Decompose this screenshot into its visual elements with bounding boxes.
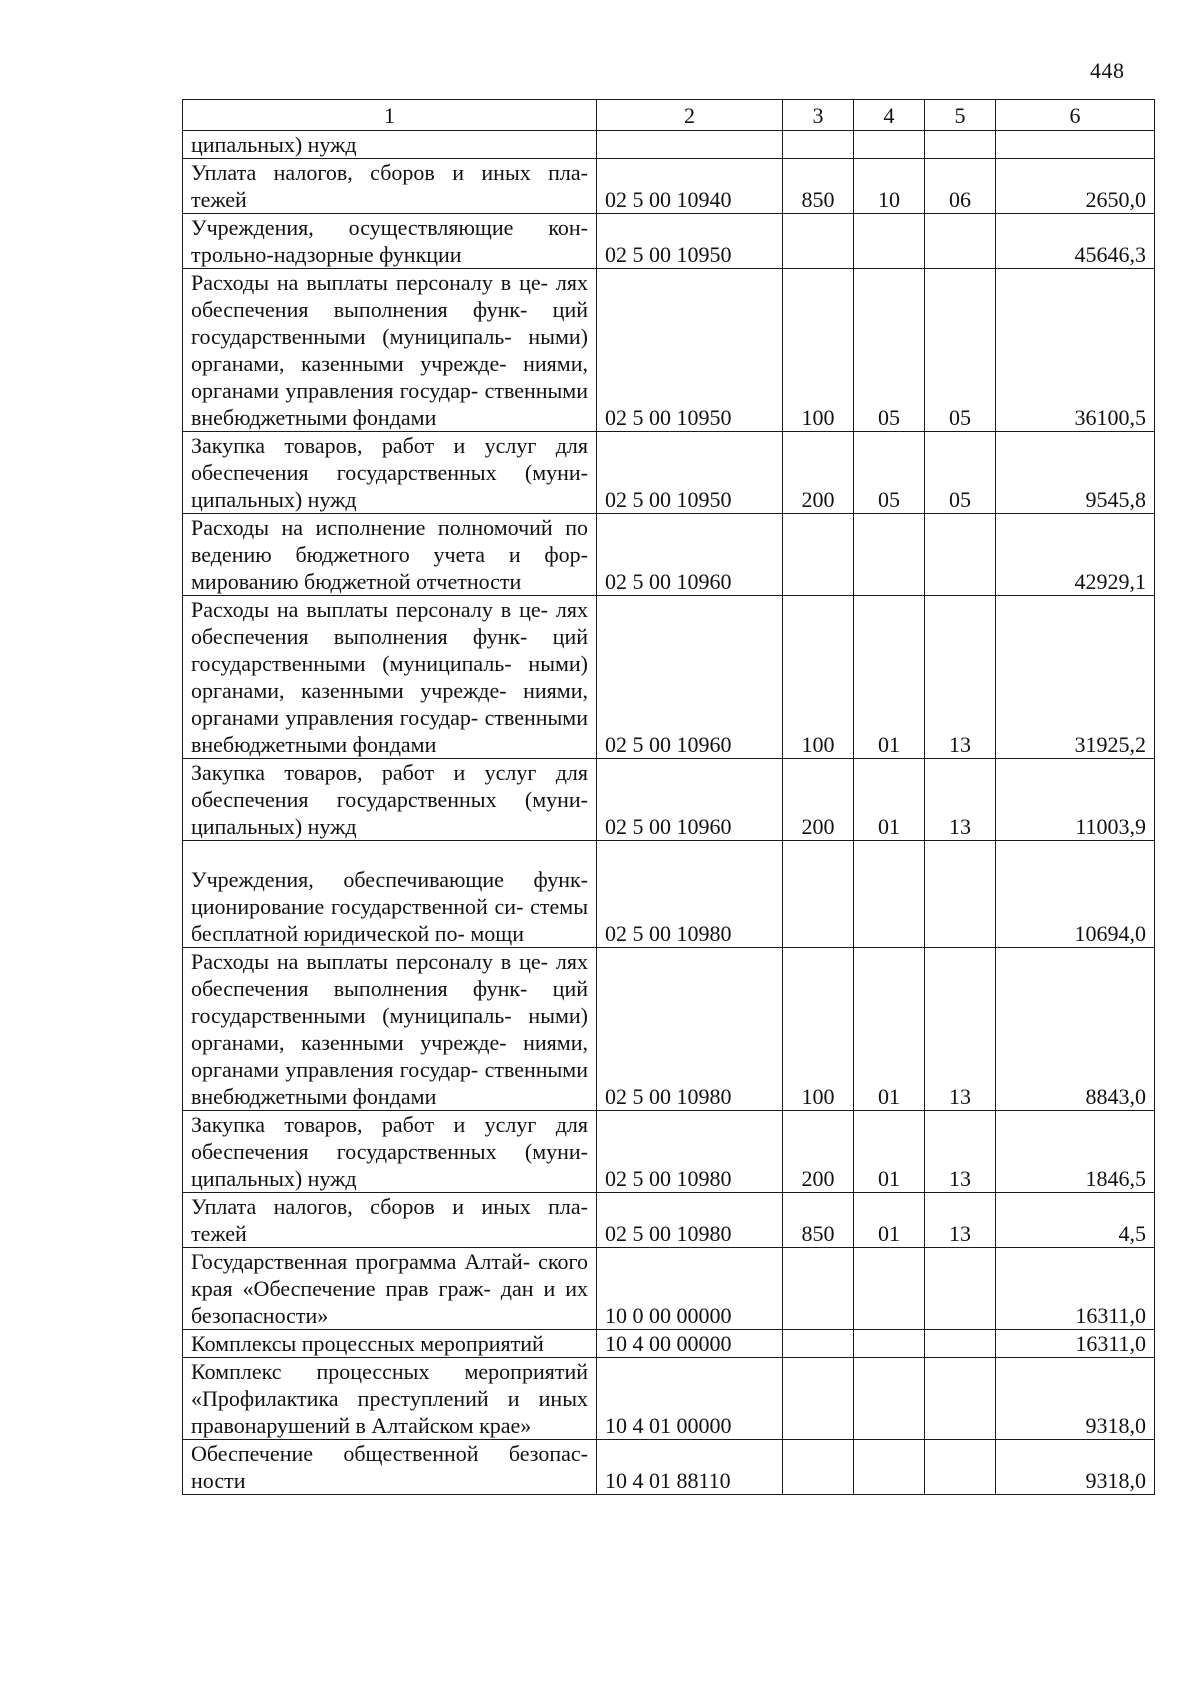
target-code-cell: 02 5 00 10960 <box>597 596 783 759</box>
table-row <box>183 759 1155 841</box>
amount-cell: 9318,0 <box>996 1358 1155 1440</box>
target-code-cell: 02 5 00 10960 <box>597 759 783 841</box>
expense-name-cell: Расходы на исполнение полномочий по ведению бюджетного учета и фор- мированию бюджетной отчетности <box>183 514 597 596</box>
expense-name-cell: Обеспечение общественной безопас- ности <box>183 1440 597 1495</box>
section-cell: 01 <box>854 1111 925 1193</box>
subsection-cell: 06 <box>925 159 996 214</box>
subsection-cell: 05 <box>925 269 996 432</box>
subsection-cell <box>925 1248 996 1330</box>
budget-table <box>182 99 1155 1495</box>
target-code-cell: 02 5 00 10960 <box>597 514 783 596</box>
column-header: 4 <box>854 100 925 131</box>
expense-name-cell: Уплата налогов, сборов и иных пла- тежей <box>183 1193 597 1248</box>
table-row <box>183 1330 1155 1358</box>
expense-type-cell <box>783 841 854 948</box>
section-cell <box>854 1440 925 1495</box>
subsection-cell <box>925 1358 996 1440</box>
amount-cell <box>996 131 1155 159</box>
subsection-cell <box>925 514 996 596</box>
amount-cell: 11003,9 <box>996 759 1155 841</box>
table-row <box>183 841 1155 948</box>
amount-cell: 10694,0 <box>996 841 1155 948</box>
subsection-cell <box>925 131 996 159</box>
expense-name-cell: Учреждения, осуществляющие кон- трольно-надзорные функции <box>183 214 597 269</box>
amount-cell: 42929,1 <box>996 514 1155 596</box>
target-code-cell: 02 5 00 10980 <box>597 1193 783 1248</box>
expense-name-cell: Расходы на выплаты персоналу в це- лях обеспечения выполнения функ- ций государственными (муниципаль- ными) органами, казенными учрежде- ниями, органами управления государ- ственными внебюджетными фондами <box>183 596 597 759</box>
subsection-cell <box>925 1330 996 1358</box>
table-row <box>183 131 1155 159</box>
column-header: 3 <box>783 100 854 131</box>
section-cell: 01 <box>854 596 925 759</box>
expense-type-cell <box>783 1440 854 1495</box>
expense-name-cell: Закупка товаров, работ и услуг для обеспечения государственных (муни- ципальных) нужд <box>183 432 597 514</box>
subsection-cell: 13 <box>925 1193 996 1248</box>
expense-type-cell <box>783 1358 854 1440</box>
section-cell <box>854 841 925 948</box>
subsection-cell: 13 <box>925 1111 996 1193</box>
section-cell: 05 <box>854 269 925 432</box>
expense-type-cell: 100 <box>783 596 854 759</box>
expense-type-cell: 200 <box>783 1111 854 1193</box>
amount-cell: 9545,8 <box>996 432 1155 514</box>
amount-cell: 31925,2 <box>996 596 1155 759</box>
subsection-cell: 13 <box>925 759 996 841</box>
subsection-cell <box>925 214 996 269</box>
expense-type-cell: 200 <box>783 432 854 514</box>
expense-type-cell: 100 <box>783 269 854 432</box>
table-row <box>183 269 1155 432</box>
section-cell <box>854 131 925 159</box>
subsection-cell: 05 <box>925 432 996 514</box>
target-code-cell: 02 5 00 10980 <box>597 1111 783 1193</box>
amount-cell: 45646,3 <box>996 214 1155 269</box>
amount-cell: 36100,5 <box>996 269 1155 432</box>
target-code-cell: 02 5 00 10950 <box>597 269 783 432</box>
table-row <box>183 596 1155 759</box>
expense-type-cell <box>783 1330 854 1358</box>
target-code-cell: 02 5 00 10980 <box>597 948 783 1111</box>
column-header: 2 <box>597 100 783 131</box>
column-header: 1 <box>183 100 597 131</box>
expense-type-cell: 850 <box>783 1193 854 1248</box>
expense-name-cell: Государственная программа Алтай- ского края «Обеспечение прав граж- дан и их безопасности» <box>183 1248 597 1330</box>
table-row <box>183 1193 1155 1248</box>
section-cell <box>854 514 925 596</box>
section-cell: 01 <box>854 759 925 841</box>
expense-type-cell <box>783 214 854 269</box>
subsection-cell: 13 <box>925 596 996 759</box>
section-cell: 01 <box>854 948 925 1111</box>
target-code-cell: 02 5 00 10950 <box>597 214 783 269</box>
header-row <box>183 100 1155 131</box>
target-code-cell: 10 4 01 00000 <box>597 1358 783 1440</box>
table-row <box>183 1111 1155 1193</box>
expense-type-cell: 100 <box>783 948 854 1111</box>
subsection-cell <box>925 1440 996 1495</box>
expense-name-cell: Комплексы процессных мероприятий <box>183 1330 597 1358</box>
target-code-cell: 02 5 00 10950 <box>597 432 783 514</box>
table-row <box>183 432 1155 514</box>
expense-name-cell: Расходы на выплаты персоналу в це- лях обеспечения выполнения функ- ций государственными (муниципаль- ными) органами, казенными учрежде- ниями, органами управления государ- ственными внебюджетными фондами <box>183 269 597 432</box>
amount-cell: 4,5 <box>996 1193 1155 1248</box>
section-cell: 05 <box>854 432 925 514</box>
column-header: 5 <box>925 100 996 131</box>
amount-cell: 8843,0 <box>996 948 1155 1111</box>
expense-name-cell: ципальных) нужд <box>183 131 597 159</box>
section-cell: 01 <box>854 1193 925 1248</box>
amount-cell: 16311,0 <box>996 1330 1155 1358</box>
amount-cell: 16311,0 <box>996 1248 1155 1330</box>
target-code-cell: 02 5 00 10980 <box>597 841 783 948</box>
table-row <box>183 214 1155 269</box>
amount-cell: 2650,0 <box>996 159 1155 214</box>
table-row <box>183 948 1155 1111</box>
target-code-cell: 10 0 00 00000 <box>597 1248 783 1330</box>
amount-cell: 9318,0 <box>996 1440 1155 1495</box>
section-cell <box>854 1330 925 1358</box>
expense-type-cell: 850 <box>783 159 854 214</box>
expense-name-cell: Учреждения, обеспечивающие функ- ционирование государственной си- стемы бесплатной юридической по- мощи <box>183 841 597 948</box>
target-code-cell: 10 4 00 00000 <box>597 1330 783 1358</box>
table-row <box>183 1358 1155 1440</box>
expense-type-cell <box>783 514 854 596</box>
table-row <box>183 1248 1155 1330</box>
target-code-cell: 10 4 01 88110 <box>597 1440 783 1495</box>
table-row <box>183 1440 1155 1495</box>
target-code-cell: 02 5 00 10940 <box>597 159 783 214</box>
expense-type-cell: 200 <box>783 759 854 841</box>
expense-type-cell <box>783 131 854 159</box>
section-cell: 10 <box>854 159 925 214</box>
target-code-cell <box>597 131 783 159</box>
table-row <box>183 159 1155 214</box>
section-cell <box>854 1358 925 1440</box>
column-header: 6 <box>996 100 1155 131</box>
expense-name-cell: Закупка товаров, работ и услуг для обеспечения государственных (муни- ципальных) нужд <box>183 1111 597 1193</box>
section-cell <box>854 1248 925 1330</box>
section-cell <box>854 214 925 269</box>
subsection-cell <box>925 841 996 948</box>
amount-cell: 1846,5 <box>996 1111 1155 1193</box>
expense-name-cell: Закупка товаров, работ и услуг для обеспечения государственных (муни- ципальных) нужд <box>183 759 597 841</box>
table-row <box>183 514 1155 596</box>
expense-name-cell: Комплекс процессных мероприятий «Профилактика преступлений и иных правонарушений в Алтайском крае» <box>183 1358 597 1440</box>
expense-name-cell: Расходы на выплаты персоналу в це- лях обеспечения выполнения функ- ций государственными (муниципаль- ными) органами, казенными учрежде- ниями, органами управления государ- ственными внебюджетными фондами <box>183 948 597 1111</box>
expense-type-cell <box>783 1248 854 1330</box>
subsection-cell: 13 <box>925 948 996 1111</box>
expense-name-cell: Уплата налогов, сборов и иных пла- тежей <box>183 159 597 214</box>
page-number: 448 <box>1090 58 1125 83</box>
